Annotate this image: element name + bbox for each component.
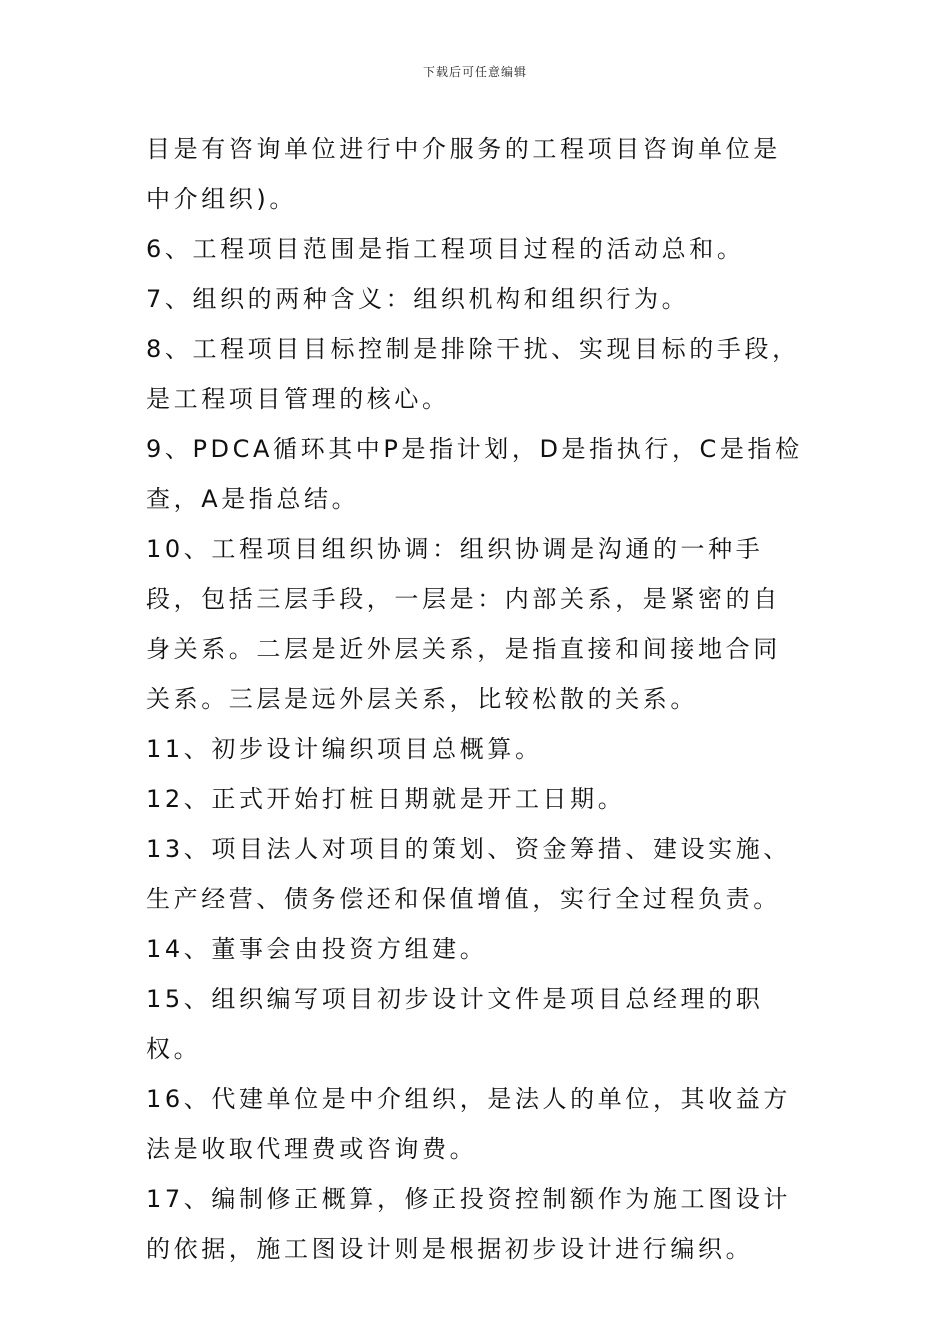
paragraph-item-12: 12、正式开始打桩日期就是开工日期。 <box>146 785 626 813</box>
page-header-note: 下载后可任意编辑 <box>422 65 527 79</box>
paragraph-item-15: 15、组织编写项目初步设计文件是项目总经理的职权。 <box>146 985 764 1063</box>
document-body <box>146 124 806 1274</box>
paragraph-item-6: 6、工程项目范围是指工程项目过程的活动总和。 <box>146 235 745 263</box>
paragraph-item-10: 10、工程项目组织协调：组织协调是沟通的一种手段，包括三层手段，一层是：内部关系，是紧密的自身关系。二层是近外层关系，是指直接和间接地合同关系。三层是远外层关系，比较松散的关系。 <box>146 535 781 713</box>
paragraph-item-7: 7、组织的两种含义：组织机构和组织行为。 <box>146 285 690 313</box>
paragraph-item-16: 16、代建单位是中介组织，是法人的单位，其收益方法是收取代理费或咨询费。 <box>146 1085 791 1163</box>
paragraph-item-13: 13、项目法人对项目的策划、资金筹措、建设实施、生产经营、债务偿还和保值增值，实行全过程负责。 <box>146 835 791 913</box>
paragraph-item-9: 9、PDCA循环其中P是指计划，D是指执行，C是指检查，A是指总结。 <box>146 435 803 513</box>
paragraph-item-14: 14、董事会由投资方组建。 <box>146 935 488 963</box>
paragraph-item-17: 17、编制修正概算，修正投资控制额作为施工图设计的依据，施工图设计则是根据初步设计进行编织。 <box>146 1185 791 1263</box>
paragraph-item-11: 11、初步设计编织项目总概算。 <box>146 735 543 763</box>
paragraph-continuation: 目是有咨询单位进行中介服务的工程项目咨询单位是中介组织)。 <box>146 135 781 213</box>
paragraph-item-8: 8、工程项目目标控制是排除干扰、实现目标的手段，是工程项目管理的核心。 <box>146 335 800 413</box>
